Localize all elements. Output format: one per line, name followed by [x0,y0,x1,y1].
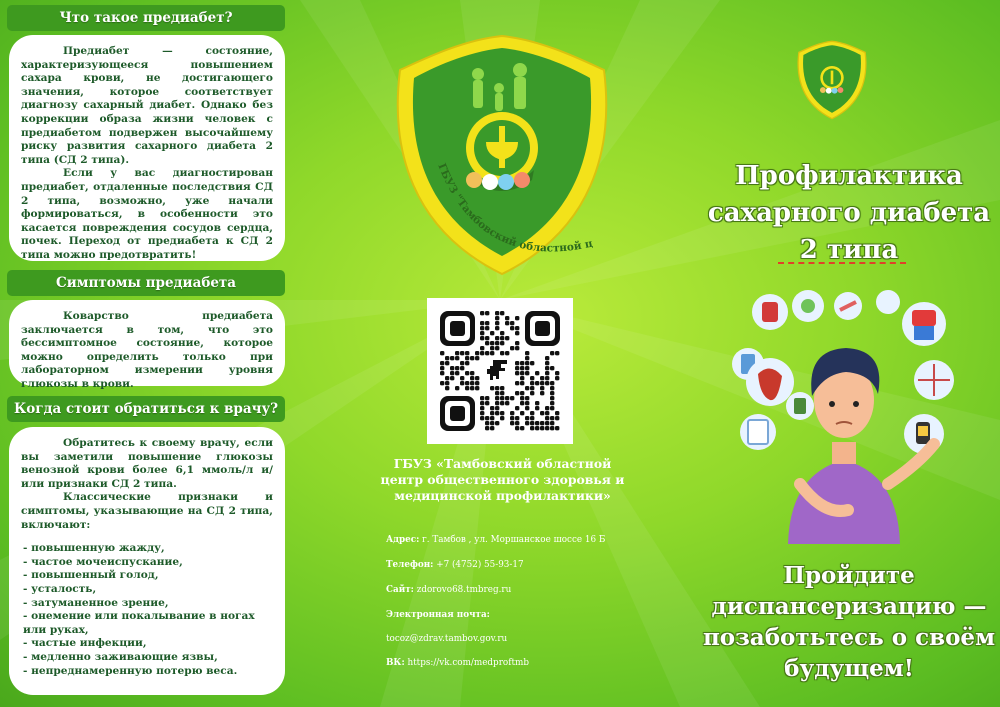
email-row [386,610,490,620]
phone-label: Телефон: [386,560,434,570]
list-item: - повышенную жажду, [23,542,165,555]
email-value-row [386,634,507,644]
section-header-symptoms: Симптомы предиабета [7,270,285,296]
doctor-paragraph-2: Классические признаки и симптомы, указывающие на СД 2 типа, включают: [21,491,273,531]
health-illustration [728,284,958,544]
phone-value[interactable]: +7 (4752) 55-93-17 [433,560,524,570]
list-item: - онемение или покалывание в ногах или руках, [23,610,255,636]
email-link[interactable]: tocoz@zdrav.tambov.gov.ru [386,634,508,644]
cta-line-1: Пройдите [783,562,915,589]
list-item: - частые инфекции, [23,637,147,650]
title-underline [778,262,906,264]
vk-link[interactable]: https://vk.com/medproftmb [404,658,529,668]
call-to-action [700,560,998,684]
prediabetes-paragraph-1: Предиабет — состояние, характеризующееся повышением сахара крови, не достигающего значения, которое соответствует диагнозу сахарный диабет. Однако без коррекции образа жизни человек с предиабетом подвержен высочайшему риску развития сахарного диабета 2 типа (СД 2 типа). [21,45,273,166]
site-link[interactable]: zdorovo68.tmbreg.ru [413,585,512,595]
doctor-card [9,427,285,695]
emblem-ring-text: ГБУЗ "Тамбовский областной центр [435,161,594,255]
list-item: - затуманенное зрение, [23,596,169,609]
list-item: - медленно заживающие язвы, [23,650,218,663]
prediabetes-card [9,35,285,261]
section-header-doctor: Когда стоит обратиться к врачу? [7,396,285,422]
left-column [0,0,290,707]
organization-emblem-small [793,38,871,122]
list-item: - усталость, [23,582,97,595]
cta-line-3: позаботьтесь о своём [702,624,996,651]
title-line-1: Профилактика [735,161,963,191]
address-row [386,535,605,545]
address-value: г. Тамбов , ул. Моршанское шоссе 16 Б [419,535,606,545]
list-item: - повышенный голод, [23,569,159,582]
address-label: Адрес: [386,535,420,545]
phone-row [386,560,524,570]
qr-code-image [427,298,573,444]
vk-label: ВК: [386,658,405,668]
cta-line-2: диспансеризацию — [711,593,987,620]
title-line-3: 2 типа [799,235,899,265]
list-item: - частое мочеиспускание, [23,555,183,568]
doctor-paragraph-1: Обратитесь к своему врачу, если вы заметили повышение глюкозы венозной крови более 6,1 ммоль/л и/или признаки СД 2 типа. [21,437,273,490]
vk-row [386,658,529,668]
site-row [386,585,511,595]
cta-line-4: будущем! [784,655,914,682]
email-label: Электронная почта: [386,610,490,620]
symptoms-card [9,300,285,390]
organization-emblem-large [382,30,622,280]
symptoms-paragraph: Коварство предиабета заключается в том, что это бессимптомное состояние, которое можно определить только при лабораторном измерении уровня глюкозы в крови. [21,310,273,390]
page-title [700,158,998,269]
prediabetes-paragraph-2: Если у вас диагностирован предиабет, отдаленные последствия СД 2 типа, возможно, уже начали формироваться, в особенности это касается повреждения сосудов сердца, почек. Переход от предиабета к СД 2 типа можно предотвратить! [21,167,273,261]
qr-code[interactable] [427,298,573,444]
site-label: Сайт: [386,585,414,595]
section-header-prediabetes: Что такое предиабет? [7,5,285,31]
organization-name: ГБУЗ «Тамбовский областной центр общественного здоровья и медицинской профилактики» [380,456,625,503]
list-item: - непреднамеренную потерю веса. [23,664,238,677]
title-line-2: сахарного диабета [707,198,991,228]
symptom-list [21,542,273,678]
